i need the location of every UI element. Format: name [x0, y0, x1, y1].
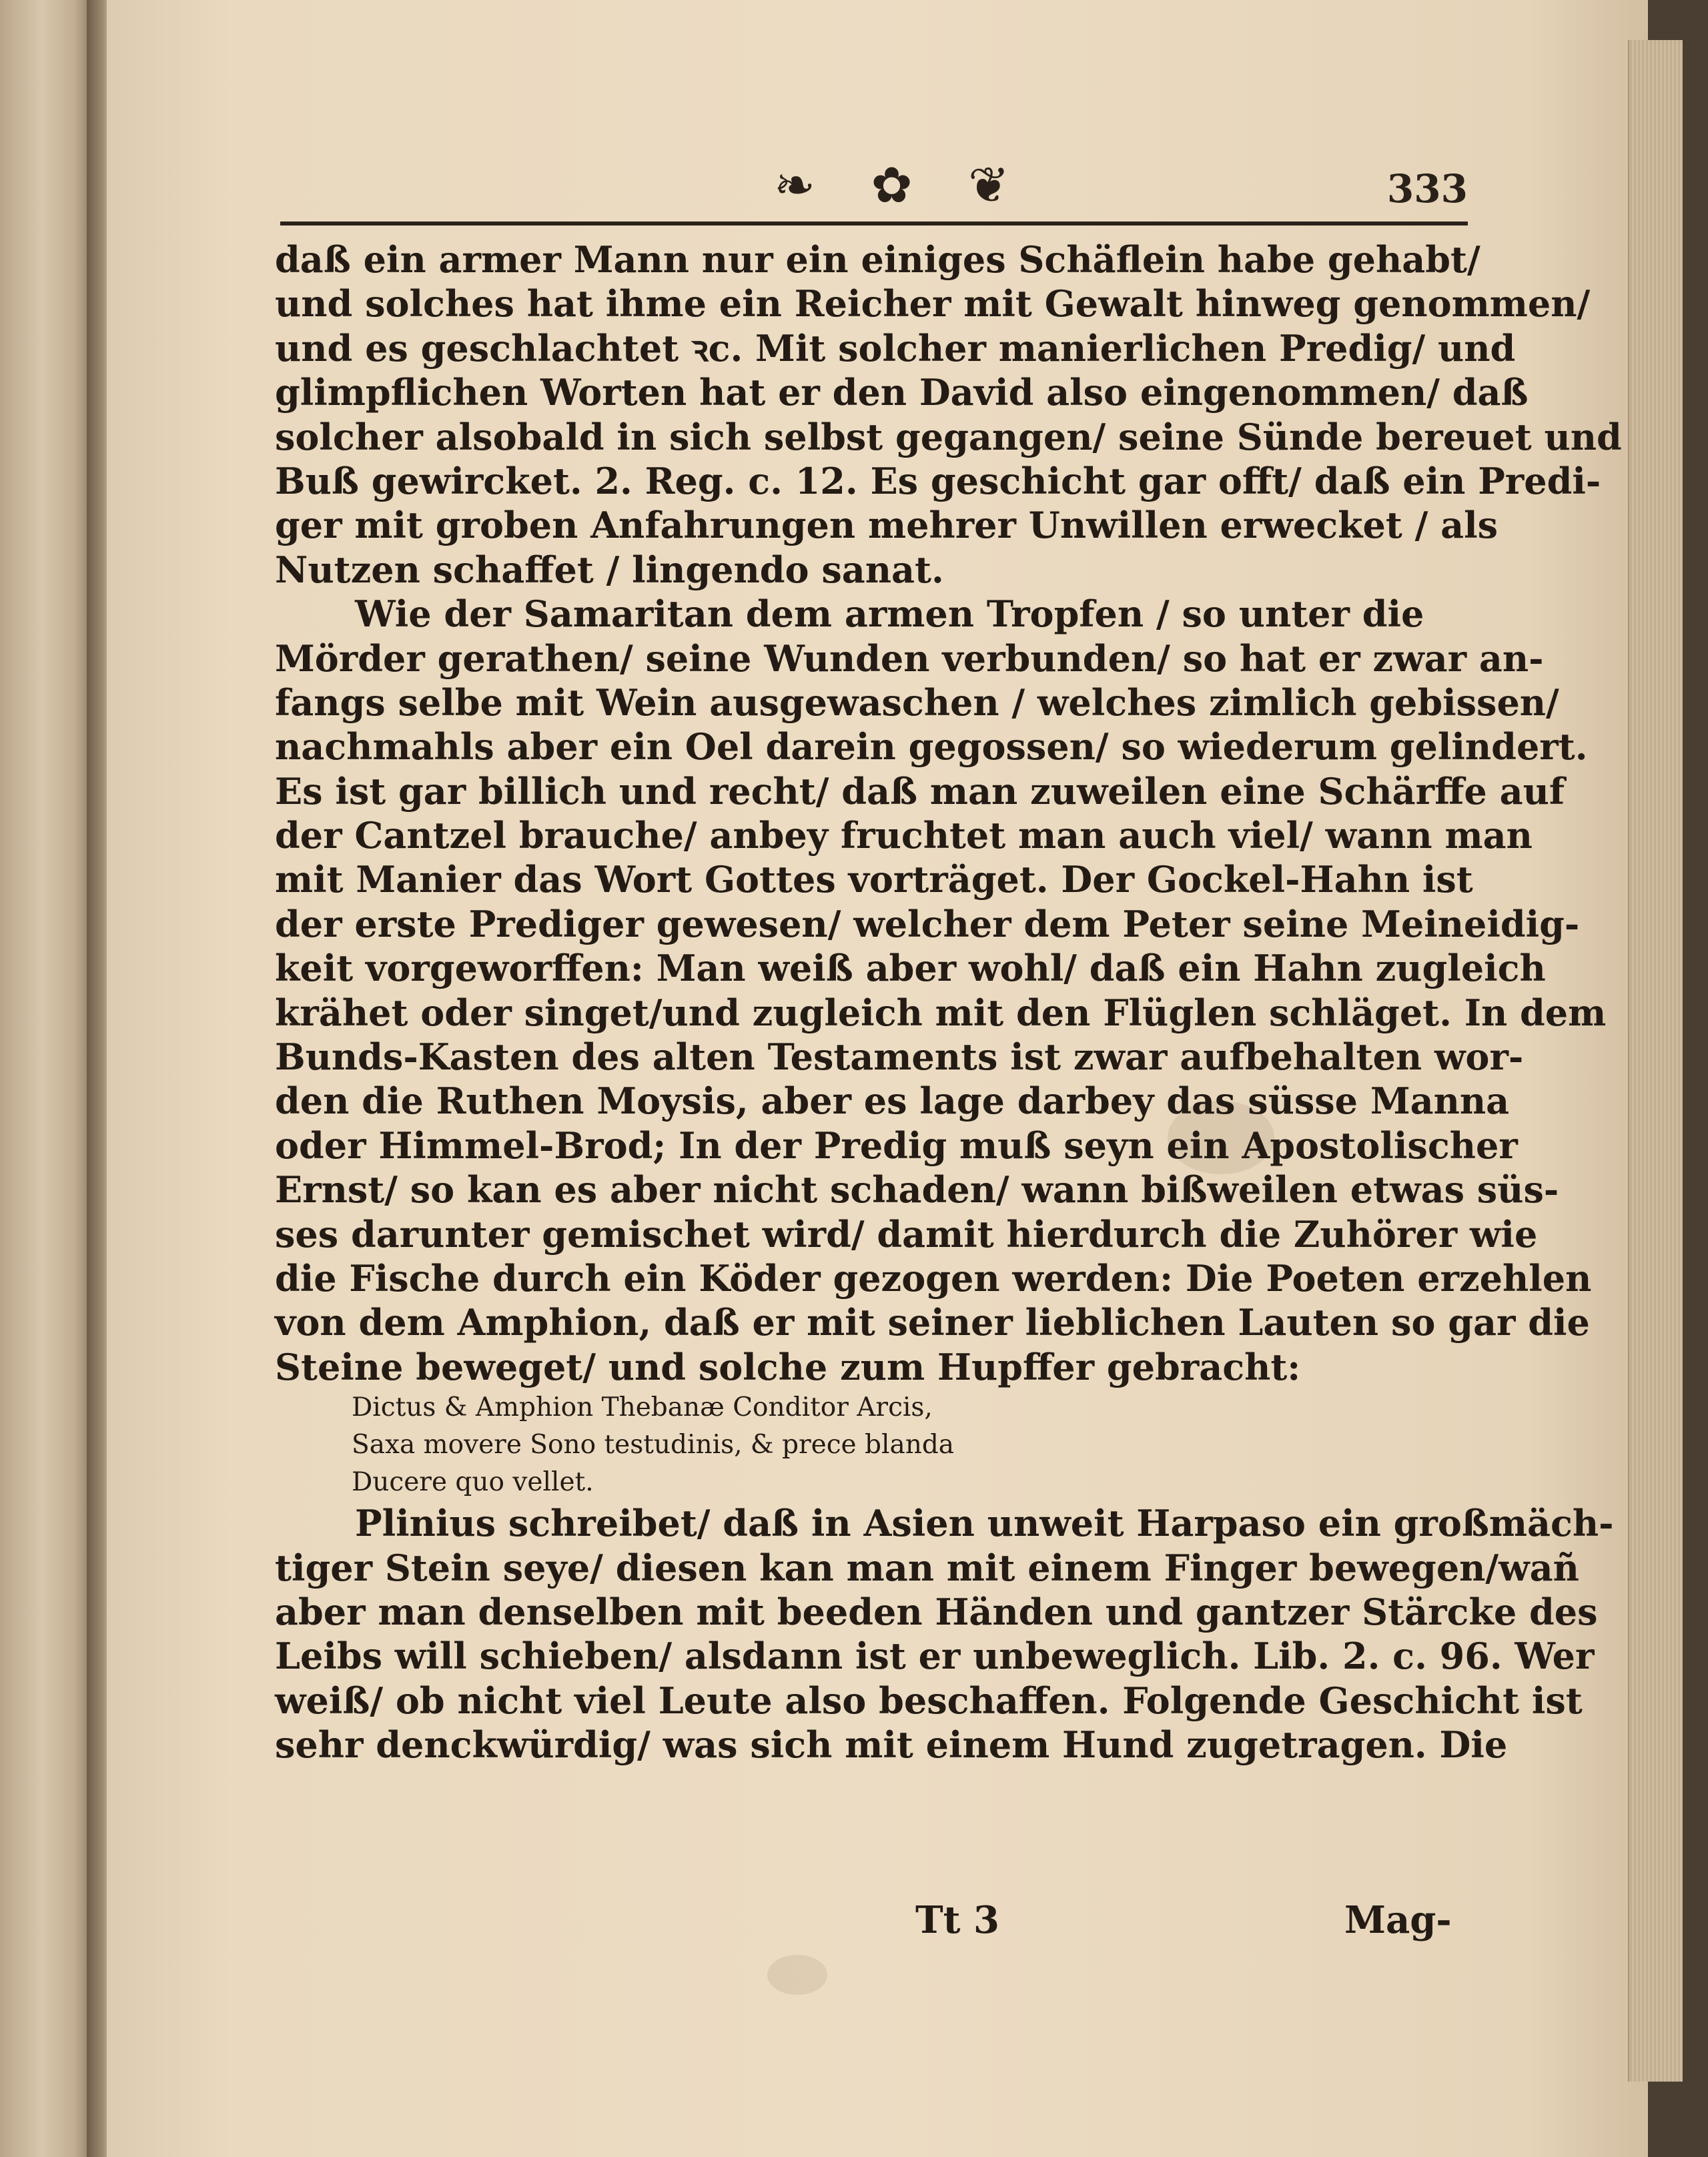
catchword: Mag-: [1344, 1898, 1452, 1942]
text-line: Leibs will schieben/ alsdann ist er unbeweglich. Lib. 2. c. 96. Wer: [275, 1635, 1595, 1678]
text-line: mit Manier das Wort Gottes vorträget. Der Gockel-Hahn ist: [275, 858, 1473, 901]
text-line: oder Himmel-Brod; In der Predig muß seyn ein Apostolischer: [275, 1124, 1518, 1167]
page-stack-edge: [1628, 40, 1683, 2082]
body-text: [275, 238, 1622, 1767]
text-line: und es geschlachtet ꝛc. Mit solcher manierlichen Predig/ und: [275, 326, 1516, 370]
text-line: den die Ruthen Moysis, aber es lage darbey das süsse Manna: [275, 1080, 1510, 1123]
text-line: Wie der Samaritan dem armen Tropfen / so unter die: [355, 592, 1424, 636]
text-line: ses darunter gemischet wird/ damit hierdurch die Zuhörer wie: [275, 1212, 1538, 1256]
latin-quote-line: Dictus & Amphion Thebanæ Conditor Arcis,: [352, 1392, 933, 1423]
text-line: ger mit groben Anfahrungen mehrer Unwillen erwecket / als: [275, 504, 1499, 547]
text-line: glimpflichen Worten hat er den David also eingenommen/ daß: [275, 371, 1529, 414]
text-line: die Fische durch ein Köder gezogen werden: Die Poeten erzehlen: [275, 1256, 1592, 1300]
text-line: nachmahls aber ein Oel darein gegossen/ so wiederum gelindert.: [275, 725, 1588, 769]
text-line: krähet oder singet/und zugleich mit den Flüglen schläget. In dem: [275, 991, 1607, 1034]
text-line: aber man denselben mit beeden Händen und gantzer Stärcke des: [275, 1590, 1598, 1633]
text-line: Steine beweget/ und solche zum Hupffer gebracht:: [275, 1345, 1301, 1388]
latin-quote-line: Saxa movere Sono testudinis, & prece blanda: [352, 1430, 955, 1460]
text-line: Buß gewircket. 2. Reg. c. 12. Es geschicht gar offt/ daß ein Predi-: [275, 459, 1601, 502]
latin-quote-line: Ducere quo vellet.: [352, 1467, 594, 1498]
text-line: der Cantzel brauche/ anbey fruchtet man auch viel/ wann man: [275, 814, 1533, 857]
header-ornament: ❧ ✿ ❦: [774, 157, 1030, 214]
text-line: solcher alsobald in sich selbst gegangen/ seine Sünde bereuet und: [275, 415, 1622, 458]
text-line: Ernst/ so kan es aber nicht schaden/ wann bißweilen etwas süs-: [275, 1168, 1559, 1212]
text-line: Bunds-Kasten des alten Testaments ist zwar aufbehalten wor-: [275, 1035, 1524, 1079]
signature-mark: Tt 3: [915, 1898, 999, 1942]
text-line: fangs selbe mit Wein ausgewaschen / welches zimlich gebissen/: [275, 681, 1559, 724]
left-page-edge: [0, 0, 93, 2157]
text-line: daß ein armer Mann nur ein einiges Schäflein habe gehabt/: [275, 238, 1480, 281]
text-line: und solches hat ihme ein Reicher mit Gewalt hinweg genommen/: [275, 282, 1591, 326]
text-line: der erste Prediger gewesen/ welcher dem Peter seine Meineidig-: [275, 902, 1580, 945]
paper-stain: [767, 1955, 827, 1995]
text-line: Nutzen schaffet / lingendo sanat.: [275, 548, 944, 591]
text-line: weiß/ ob nicht viel Leute also beschaffen. Folgende Geschicht ist: [275, 1679, 1583, 1722]
header-rule: [280, 222, 1468, 226]
text-line: Es ist gar billich und recht/ daß man zuweilen eine Schärffe auf: [275, 769, 1565, 813]
text-line: Plinius schreibet/ daß in Asien unweit Harpaso ein großmäch-: [355, 1502, 1614, 1545]
text-line: keit vorgeworffen: Man weiß aber wohl/ daß ein Hahn zugleich: [275, 947, 1546, 990]
page-number: 333: [1386, 166, 1468, 211]
text-line: von dem Amphion, daß er mit seiner lieblichen Lauten so gar die: [275, 1301, 1590, 1344]
text-line: Mörder gerathen/ seine Wunden verbunden/ so hat er zwar an-: [275, 636, 1544, 680]
text-line: tiger Stein seye/ diesen kan man mit einem Finger bewegen/wañ: [275, 1546, 1579, 1589]
text-line: sehr denckwürdig/ was sich mit einem Hund zugetragen. Die: [275, 1723, 1508, 1767]
